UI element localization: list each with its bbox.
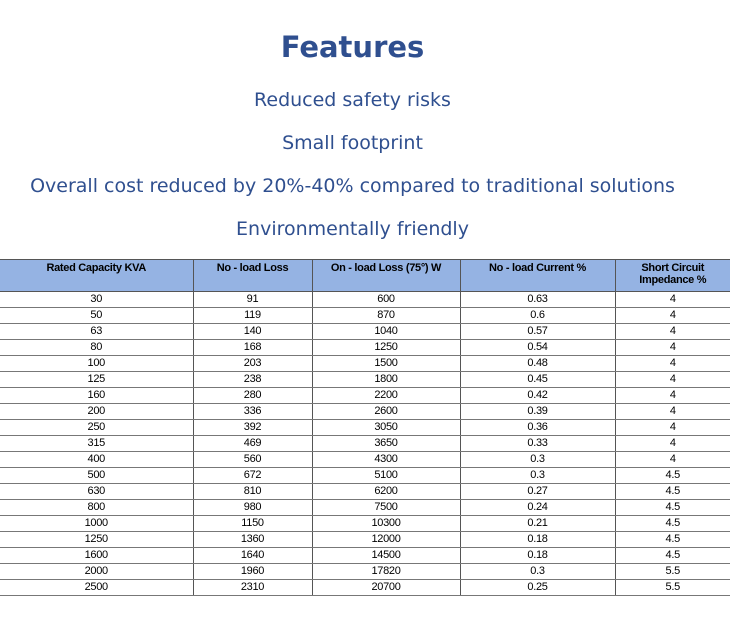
cell-short-circuit-impedance: 4 <box>615 388 730 404</box>
table-row <box>0 308 730 324</box>
table-row <box>0 340 730 356</box>
table-header-row <box>0 260 730 292</box>
cell-no-load-loss: 1640 <box>193 548 312 564</box>
cell-rated-capacity: 1250 <box>0 532 193 548</box>
table-row <box>0 436 730 452</box>
cell-short-circuit-impedance: 4 <box>615 324 730 340</box>
cell-on-load-loss: 14500 <box>312 548 460 564</box>
table-row <box>0 324 730 340</box>
cell-no-load-current: 0.25 <box>460 580 615 596</box>
cell-no-load-current: 0.36 <box>460 420 615 436</box>
table-row <box>0 532 730 548</box>
cell-short-circuit-impedance: 4 <box>615 292 730 308</box>
cell-no-load-current: 0.18 <box>460 532 615 548</box>
cell-no-load-current: 0.42 <box>460 388 615 404</box>
cell-no-load-loss: 1960 <box>193 564 312 580</box>
table-row <box>0 452 730 468</box>
table-body <box>0 292 730 596</box>
cell-no-load-current: 0.39 <box>460 404 615 420</box>
cell-short-circuit-impedance: 4 <box>615 404 730 420</box>
table-row <box>0 372 730 388</box>
cell-on-load-loss: 6200 <box>312 484 460 500</box>
cell-rated-capacity: 63 <box>0 324 193 340</box>
cell-no-load-loss: 336 <box>193 404 312 420</box>
header-on-load-loss: On - load Loss (75°) W <box>312 260 460 292</box>
header-rated-capacity: Rated Capacity KVA <box>0 260 193 292</box>
table-row <box>0 580 730 596</box>
cell-rated-capacity: 800 <box>0 500 193 516</box>
cell-short-circuit-impedance: 4 <box>615 452 730 468</box>
feature-item: Overall cost reduced by 20%-40% compared to traditional solutions <box>30 175 675 197</box>
header-short-circuit-impedance: Short Circuit Impedance % <box>615 260 730 292</box>
cell-short-circuit-impedance: 5.5 <box>615 580 730 596</box>
cell-short-circuit-impedance: 4.5 <box>615 500 730 516</box>
cell-no-load-loss: 469 <box>193 436 312 452</box>
cell-no-load-current: 0.24 <box>460 500 615 516</box>
cell-no-load-current: 0.63 <box>460 292 615 308</box>
cell-no-load-loss: 280 <box>193 388 312 404</box>
cell-rated-capacity: 200 <box>0 404 193 420</box>
cell-rated-capacity: 500 <box>0 468 193 484</box>
page-title: Features <box>280 30 425 64</box>
cell-no-load-current: 0.27 <box>460 484 615 500</box>
header-no-load-current: No - load Current % <box>460 260 615 292</box>
table-row <box>0 484 730 500</box>
cell-short-circuit-impedance: 4 <box>615 436 730 452</box>
cell-no-load-current: 0.3 <box>460 468 615 484</box>
cell-rated-capacity: 125 <box>0 372 193 388</box>
cell-rated-capacity: 80 <box>0 340 193 356</box>
cell-rated-capacity: 30 <box>0 292 193 308</box>
cell-short-circuit-impedance: 4.5 <box>615 532 730 548</box>
feature-item: Reduced safety risks <box>254 89 451 111</box>
cell-no-load-current: 0.54 <box>460 340 615 356</box>
cell-rated-capacity: 315 <box>0 436 193 452</box>
cell-no-load-loss: 560 <box>193 452 312 468</box>
cell-on-load-loss: 1250 <box>312 340 460 356</box>
table-row <box>0 292 730 308</box>
cell-no-load-loss: 119 <box>193 308 312 324</box>
cell-on-load-loss: 1500 <box>312 356 460 372</box>
cell-on-load-loss: 3650 <box>312 436 460 452</box>
cell-no-load-loss: 91 <box>193 292 312 308</box>
cell-short-circuit-impedance: 4 <box>615 340 730 356</box>
cell-on-load-loss: 2600 <box>312 404 460 420</box>
feature-item: Environmentally friendly <box>236 218 469 240</box>
cell-short-circuit-impedance: 5.5 <box>615 564 730 580</box>
table-row <box>0 356 730 372</box>
cell-short-circuit-impedance: 4.5 <box>615 548 730 564</box>
table-row <box>0 404 730 420</box>
cell-short-circuit-impedance: 4 <box>615 420 730 436</box>
cell-short-circuit-impedance: 4.5 <box>615 516 730 532</box>
cell-short-circuit-impedance: 4 <box>615 372 730 388</box>
cell-rated-capacity: 1600 <box>0 548 193 564</box>
cell-no-load-current: 0.3 <box>460 452 615 468</box>
cell-rated-capacity: 160 <box>0 388 193 404</box>
cell-rated-capacity: 2000 <box>0 564 193 580</box>
cell-on-load-loss: 1040 <box>312 324 460 340</box>
cell-no-load-loss: 810 <box>193 484 312 500</box>
table-row <box>0 420 730 436</box>
cell-on-load-loss: 4300 <box>312 452 460 468</box>
cell-no-load-loss: 980 <box>193 500 312 516</box>
cell-short-circuit-impedance: 4 <box>615 308 730 324</box>
cell-on-load-loss: 20700 <box>312 580 460 596</box>
cell-on-load-loss: 17820 <box>312 564 460 580</box>
cell-on-load-loss: 10300 <box>312 516 460 532</box>
cell-on-load-loss: 7500 <box>312 500 460 516</box>
table-row <box>0 548 730 564</box>
table-row <box>0 516 730 532</box>
cell-rated-capacity: 400 <box>0 452 193 468</box>
transformer-spec-table <box>0 259 730 596</box>
cell-short-circuit-impedance: 4.5 <box>615 468 730 484</box>
cell-no-load-loss: 1360 <box>193 532 312 548</box>
cell-no-load-loss: 168 <box>193 340 312 356</box>
cell-no-load-loss: 2310 <box>193 580 312 596</box>
cell-no-load-current: 0.6 <box>460 308 615 324</box>
cell-rated-capacity: 50 <box>0 308 193 324</box>
cell-on-load-loss: 3050 <box>312 420 460 436</box>
cell-on-load-loss: 5100 <box>312 468 460 484</box>
cell-on-load-loss: 2200 <box>312 388 460 404</box>
cell-rated-capacity: 2500 <box>0 580 193 596</box>
cell-no-load-current: 0.45 <box>460 372 615 388</box>
cell-no-load-loss: 672 <box>193 468 312 484</box>
cell-rated-capacity: 250 <box>0 420 193 436</box>
cell-no-load-loss: 203 <box>193 356 312 372</box>
cell-on-load-loss: 1800 <box>312 372 460 388</box>
cell-short-circuit-impedance: 4 <box>615 356 730 372</box>
cell-on-load-loss: 600 <box>312 292 460 308</box>
cell-no-load-current: 0.21 <box>460 516 615 532</box>
cell-rated-capacity: 630 <box>0 484 193 500</box>
cell-no-load-loss: 392 <box>193 420 312 436</box>
table-row <box>0 564 730 580</box>
cell-no-load-loss: 238 <box>193 372 312 388</box>
feature-item: Small footprint <box>282 132 423 154</box>
cell-no-load-current: 0.18 <box>460 548 615 564</box>
cell-no-load-loss: 1150 <box>193 516 312 532</box>
cell-rated-capacity: 1000 <box>0 516 193 532</box>
header-no-load-loss: No - load Loss <box>193 260 312 292</box>
cell-no-load-current: 0.48 <box>460 356 615 372</box>
cell-no-load-current: 0.33 <box>460 436 615 452</box>
cell-no-load-current: 0.3 <box>460 564 615 580</box>
cell-no-load-current: 0.57 <box>460 324 615 340</box>
cell-on-load-loss: 12000 <box>312 532 460 548</box>
table-row <box>0 500 730 516</box>
cell-no-load-loss: 140 <box>193 324 312 340</box>
cell-short-circuit-impedance: 4.5 <box>615 484 730 500</box>
cell-on-load-loss: 870 <box>312 308 460 324</box>
table-row <box>0 388 730 404</box>
table-row <box>0 468 730 484</box>
cell-rated-capacity: 100 <box>0 356 193 372</box>
